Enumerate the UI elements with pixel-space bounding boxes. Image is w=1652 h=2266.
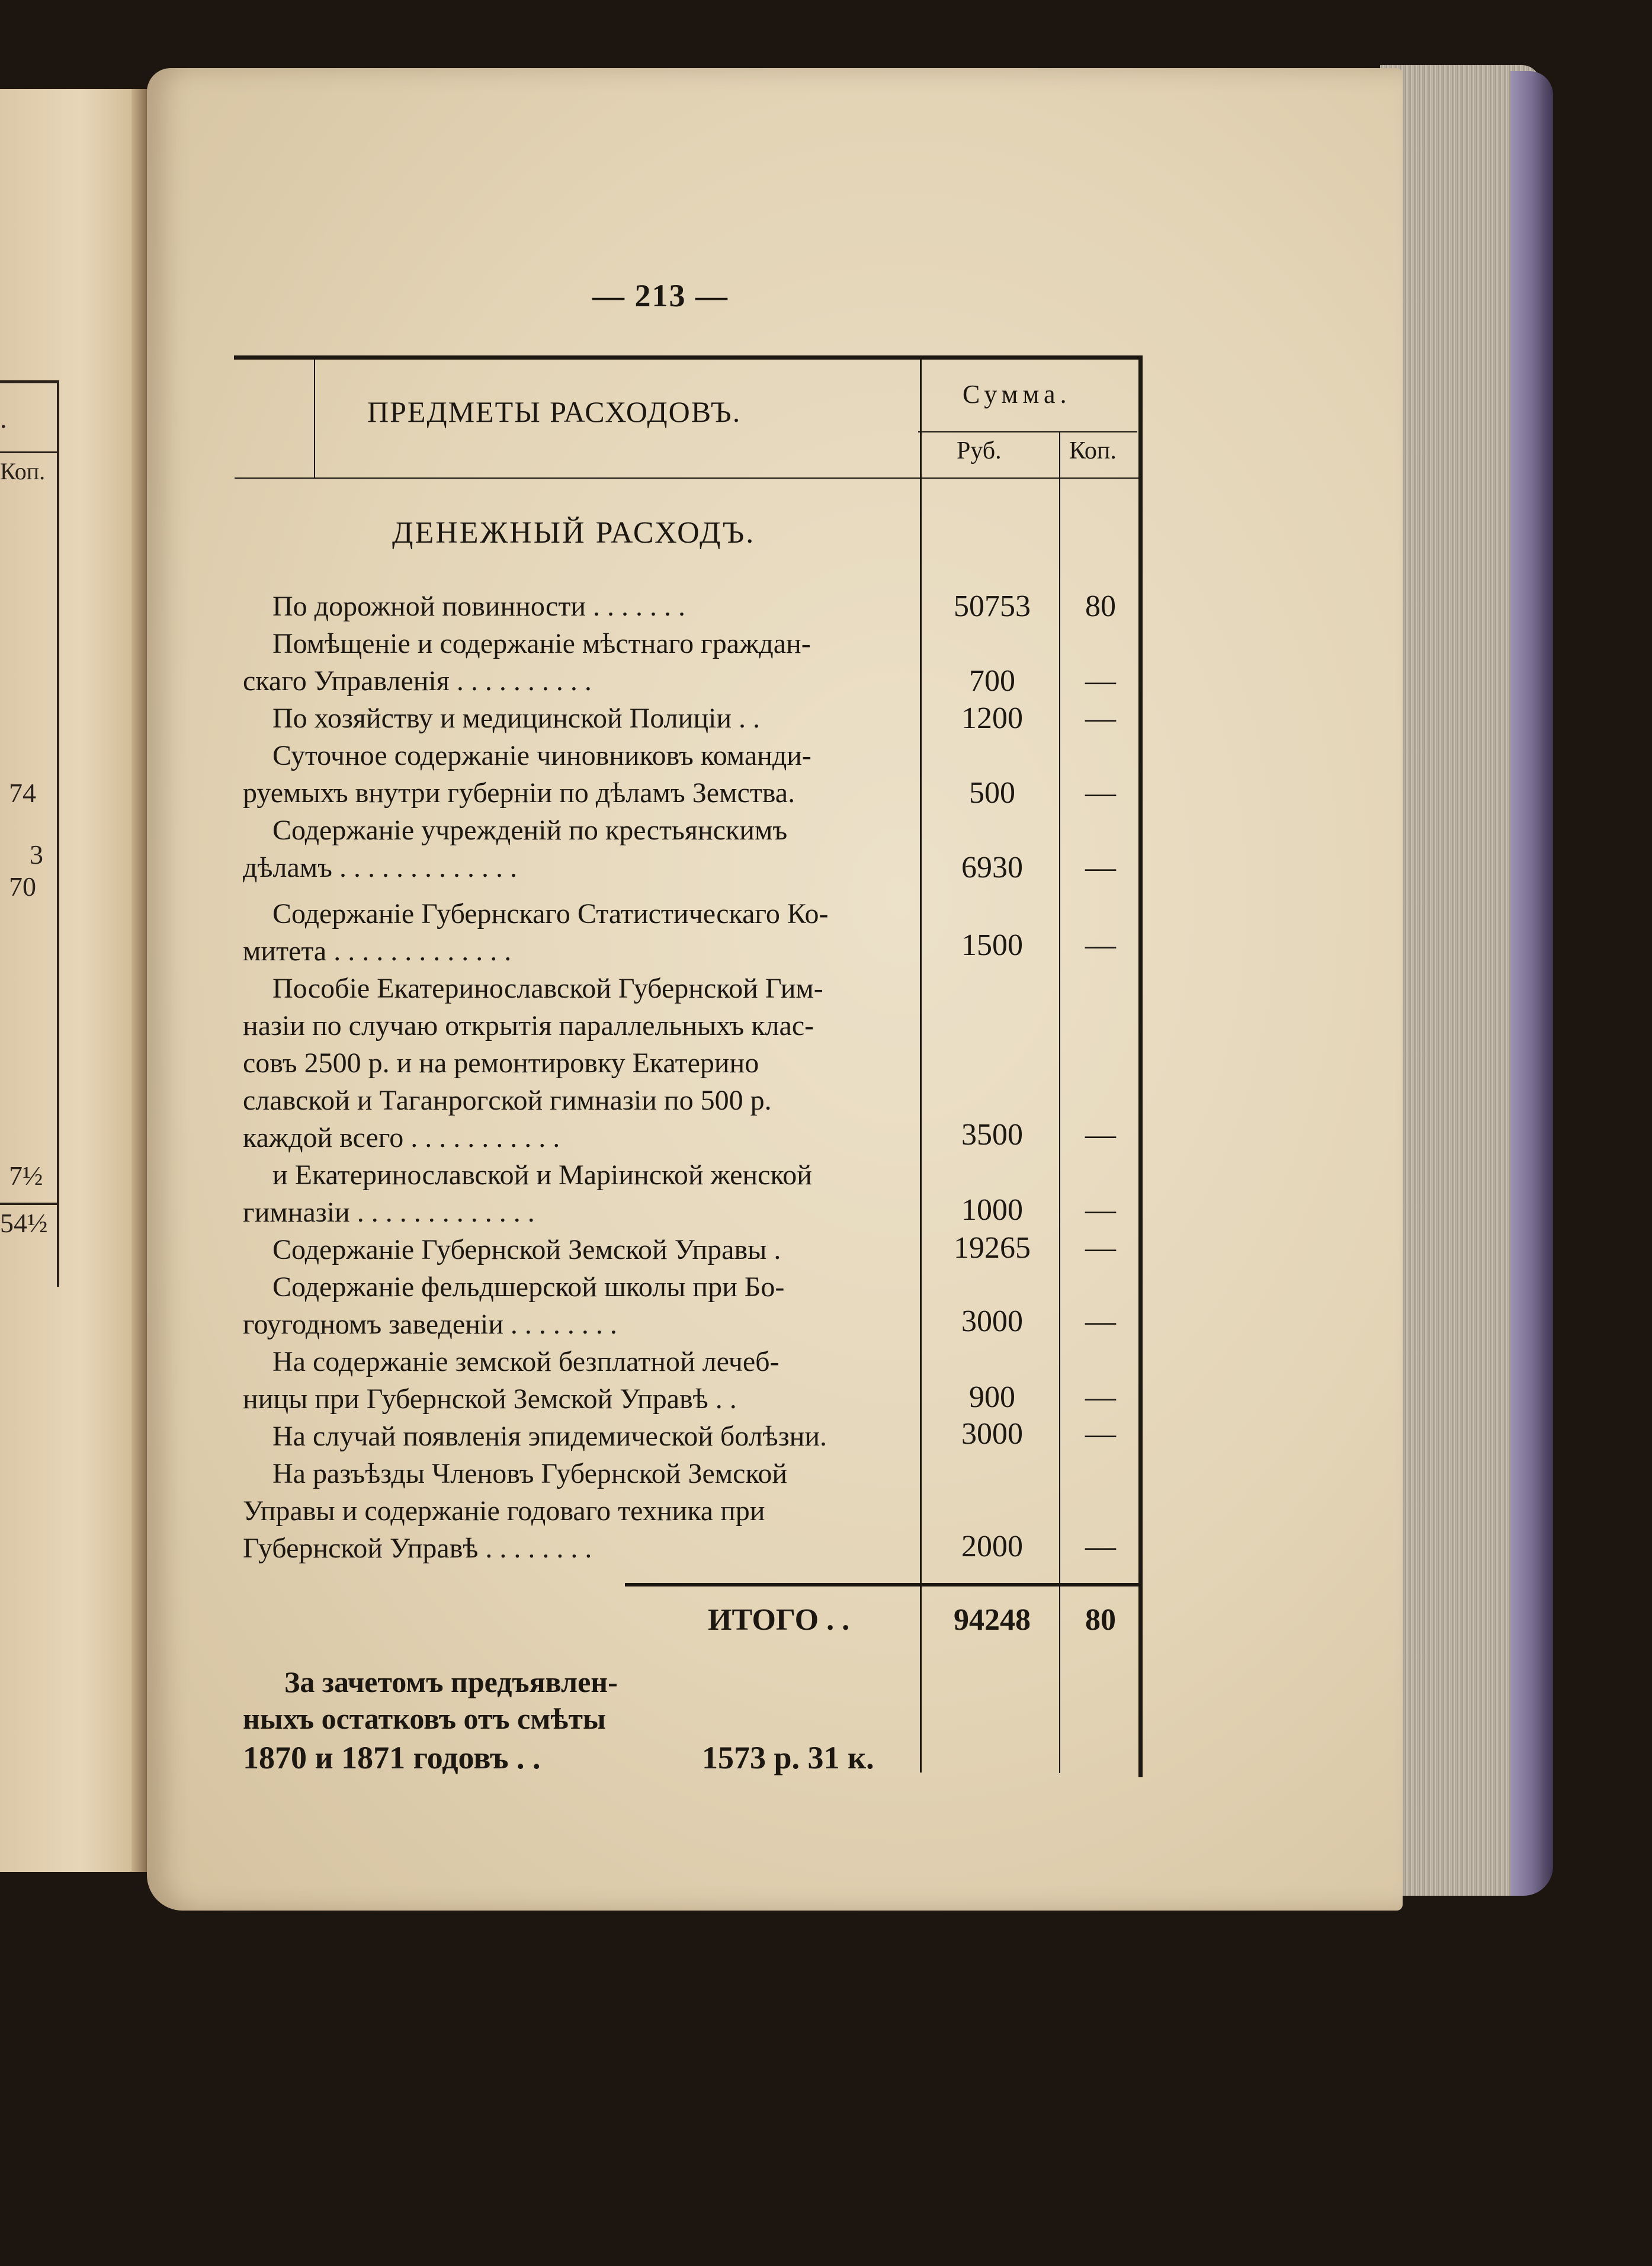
expense-line: дѣламъ . . . . . . . . . . . . . [243, 852, 517, 883]
table-header-divider [314, 360, 315, 478]
kop-column-header: Коп. [1069, 437, 1117, 464]
expense-line: На случай появленія эпидемической болѣзни. [272, 1421, 827, 1452]
kop-value: — [1085, 1380, 1116, 1414]
expense-line: ницы при Губернской Земской Управѣ . . [243, 1383, 737, 1415]
left-page-value: 3 [30, 839, 43, 870]
left-page-rule [0, 380, 59, 383]
expense-line: назіи по случаю открытія параллельныхъ клас- [243, 1010, 814, 1041]
rub-value: 2000 [961, 1530, 1023, 1563]
expense-line: Помѣщеніе и содержаніе мѣстнаго граждан- [272, 628, 811, 659]
kop-value: 80 [1085, 589, 1116, 623]
expense-line: На разъѣзды Членовъ Губернской Земской [272, 1458, 788, 1489]
table-header-rule [235, 477, 1142, 479]
expense-line: гимназіи . . . . . . . . . . . . . [243, 1197, 535, 1228]
total-rub: 94248 [954, 1603, 1031, 1637]
expense-line: Содержаніе учрежденій по крестьянскимъ [272, 815, 788, 846]
rub-value: 1200 [961, 701, 1023, 735]
left-page-header-fragment: . [0, 403, 7, 434]
section-title: ДЕНЕЖНЫЙ РАСХОДЪ. [392, 516, 756, 550]
left-page [0, 89, 147, 1872]
rub-value: 19265 [954, 1231, 1031, 1265]
expense-line: и Екатеринославской и Маріинской женской [272, 1159, 812, 1191]
expense-line: На содержаніе земской безплатной лечеб- [272, 1346, 780, 1377]
expense-line: Содержаніе Губернской Земской Управы . [272, 1234, 781, 1265]
left-page-value: 70 [9, 871, 36, 902]
expense-line: славской и Таганрогской гимназіи по 500 р. [243, 1085, 772, 1116]
rub-value: 500 [969, 776, 1015, 810]
left-page-col-header: Коп. [0, 458, 46, 485]
expense-line: По хозяйству и медицинской Полиціи . . [272, 703, 761, 734]
expense-line: Управы и содержаніе годоваго техника при [243, 1495, 765, 1527]
left-page-value: 7½ [9, 1161, 43, 1191]
expense-line: По дорожной повинности . . . . . . . [272, 591, 686, 622]
total-label: ИТОГО . . [708, 1603, 850, 1637]
expense-line: руемыхъ внутри губерніи по дѣламъ Земства. [243, 777, 795, 809]
kop-value: — [1085, 701, 1116, 735]
kop-value: — [1085, 776, 1116, 810]
kop-value: — [1085, 1193, 1116, 1227]
rub-value: 6930 [961, 851, 1023, 884]
expense-line: Губернской Управѣ . . . . . . . . [243, 1533, 592, 1564]
rub-value: 1000 [961, 1193, 1023, 1227]
kop-value: — [1085, 1231, 1116, 1265]
table-top-rule [234, 355, 1140, 360]
expense-line: митета . . . . . . . . . . . . . [243, 935, 512, 967]
left-page-rule [0, 451, 59, 453]
kop-value: — [1085, 1530, 1116, 1563]
sum-column-header: Сумма. [963, 380, 1072, 409]
expense-line: гоугодномъ заведеніи . . . . . . . . [243, 1309, 617, 1340]
rub-value: 900 [969, 1380, 1015, 1414]
note-line: 1870 и 1871 годовъ . . [243, 1740, 541, 1775]
rub-value: 3500 [961, 1118, 1023, 1152]
expense-line: Содержаніе Губернскаго Статистическаго Ко- [272, 898, 829, 930]
expense-line: Суточное содержаніе чиновниковъ команди- [272, 740, 811, 771]
page-number: — 213 — [592, 278, 729, 313]
total-rule [625, 1583, 1139, 1586]
note-line: ныхъ остатковъ отъ смѣты [243, 1702, 606, 1735]
rub-value: 50753 [954, 589, 1031, 623]
sum-header-rule [918, 431, 1137, 432]
rub-value: 1500 [961, 928, 1023, 962]
expense-line: Содержаніе фельдшерской школы при Бо- [272, 1271, 785, 1303]
kop-value: — [1085, 851, 1116, 884]
rub-value: 3000 [961, 1417, 1023, 1451]
kop-value: — [1085, 1417, 1116, 1451]
table-right-rule [1138, 355, 1143, 1777]
items-column-header: ПРЕДМЕТЫ РАСХОДОВЪ. [367, 395, 742, 428]
kop-column-rule [1059, 431, 1060, 1773]
kop-value: — [1085, 664, 1116, 698]
book-cover-edge [1510, 71, 1553, 1896]
kop-value: — [1085, 1118, 1116, 1152]
expense-line: совъ 2500 р. и на ремонтировку Екатерино [243, 1047, 759, 1079]
kop-value: — [1085, 928, 1116, 962]
expense-line: каждой всего . . . . . . . . . . . [243, 1122, 560, 1153]
rub-column-header: Руб. [957, 437, 1002, 464]
left-page-col-rule [57, 380, 59, 1287]
note-line: За зачетомъ предъявлен- [284, 1665, 618, 1698]
left-page-value: 74 [9, 778, 36, 808]
rub-value: 700 [969, 664, 1015, 698]
left-page-value: 54½ [0, 1208, 48, 1238]
expense-line: скаго Управленія . . . . . . . . . . [243, 665, 592, 697]
expense-line: Пособіе Екатеринославской Губернской Гим- [272, 973, 823, 1004]
note-amount: 1573 р. 31 к. [702, 1740, 874, 1775]
kop-value: — [1085, 1305, 1116, 1338]
rub-value: 3000 [961, 1305, 1023, 1338]
total-kop: 80 [1085, 1603, 1116, 1637]
left-page-rule [0, 1203, 59, 1205]
